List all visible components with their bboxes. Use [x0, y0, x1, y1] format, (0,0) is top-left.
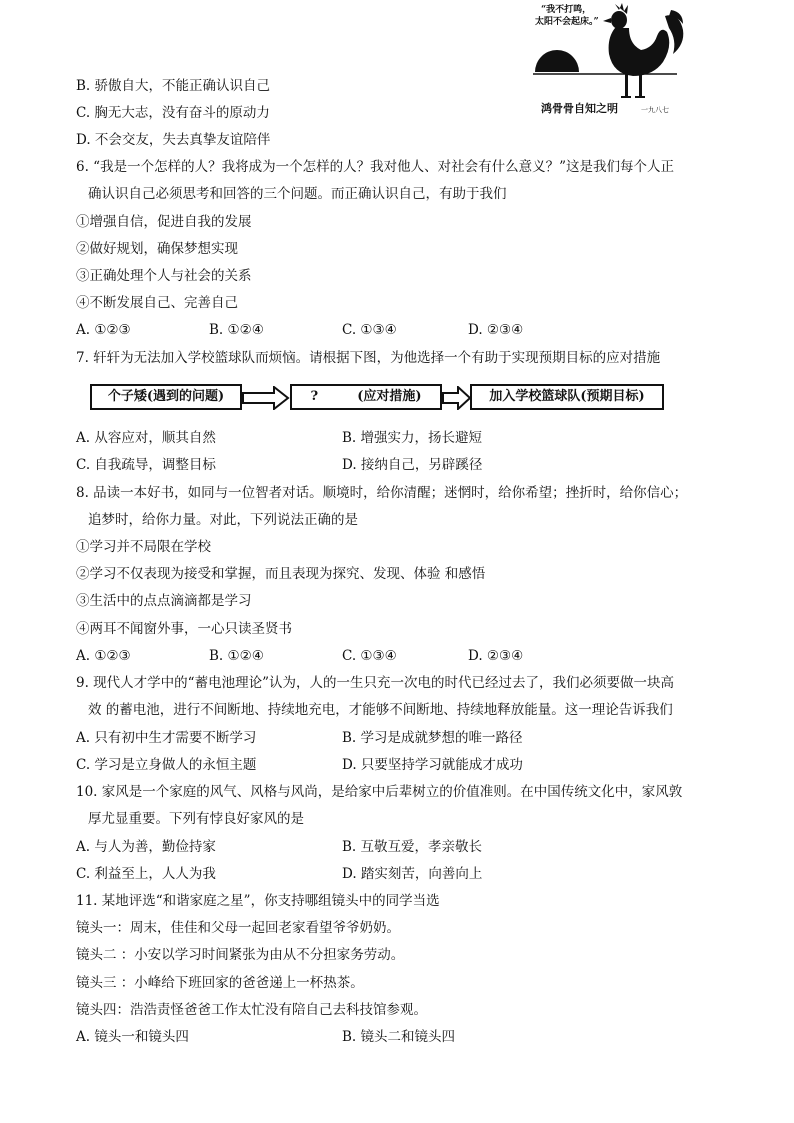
q7-option-b: B. 增强实力，扬长避短 — [342, 430, 483, 446]
q6-stem-line1: 6. “我是一个怎样的人？我将成为一个怎样的人？我对他人、对社会有什么意义？”这是我们每个人正 — [76, 159, 674, 175]
q6-item-1: ①增强自信，促进自我的发展 — [76, 214, 252, 230]
flow-box-problem: 个子矮(遇到的问题) — [90, 384, 242, 410]
flow-box-goal: 加入学校篮球队(预期目标) — [470, 384, 664, 410]
q11-shot-4: 镜头四：浩浩责怪爸爸工作太忙没有陪自己去科技馆参观。 — [76, 1002, 427, 1018]
q6-option-d: D. ②③④ — [468, 322, 524, 338]
flow-arrow-icon — [242, 386, 290, 410]
cartoon-signature: 鸿骨骨自知之明 — [541, 102, 618, 115]
rooster-icon — [603, 3, 683, 98]
q9-option-c: C. 学习是立身做人的永恒主题 — [76, 757, 257, 773]
cartoon-caption-line1: “我不打鸣， — [541, 5, 592, 15]
q8-option-a: A. ①②③ — [76, 648, 131, 664]
q7-option-a: A. 从容应对，顺其自然 — [76, 430, 216, 446]
q5-option-c: C. 胸无大志，没有奋斗的原动力 — [76, 105, 270, 121]
q6-option-a: A. ①②③ — [76, 322, 131, 338]
q10-stem-line1: 10. 家风是一个家庭的风气、风格与风尚，是给家中后辈树立的价值准则。在中国传统文化中，家风敦 — [76, 784, 683, 800]
q8-option-d: D. ②③④ — [468, 648, 524, 664]
q9-option-b: B. 学习是成就梦想的唯一路径 — [342, 730, 523, 746]
q6-item-4: ④不断发展自己、完善自己 — [76, 295, 238, 311]
q6-option-c: C. ①③④ — [342, 322, 397, 338]
q6-item-2: ②做好规划，确保梦想实现 — [76, 241, 238, 257]
q8-item-3: ③生活中的点点滴滴都是学习 — [76, 593, 252, 609]
flow-question-mark: ? — [310, 389, 319, 404]
q8-item-4: ④两耳不闻窗外事，一心只读圣贤书 — [76, 621, 292, 637]
cartoon-date-mark: 一九八七 — [641, 106, 669, 114]
q5-option-b: B. 骄傲自大，不能正确认识自己 — [76, 78, 271, 94]
q9-option-a: A. 只有初中生才需要不断学习 — [76, 730, 257, 746]
q11-shot-2: 镜头二 ：小安以学习时间紧张为由从不分担家务劳动。 — [76, 947, 405, 963]
q11-option-b: B. 镜头二和镜头四 — [342, 1029, 456, 1045]
q8-stem-line2: 追梦时，给你力量。对此，下列说法正确的是 — [88, 512, 358, 528]
q10-option-d: D. 踏实刻苦，向善向上 — [342, 866, 483, 882]
q6-item-3: ③正确处理个人与社会的关系 — [76, 268, 252, 284]
flow-measure-label: (应对措施) — [357, 389, 422, 404]
q7-option-d: D. 接纳自己，另辟蹊径 — [342, 457, 483, 473]
q8-item-2: ②学习不仅表现为接受和掌握，而且表现为探究、发现、体验 和感悟 — [76, 566, 486, 582]
sun-icon — [535, 50, 579, 72]
q10-option-b: B. 互敬互爱，孝亲敬长 — [342, 839, 483, 855]
q8-stem-line1: 8. 品读一本好书，如同与一位智者对话。顺境时，给你清醒；迷惘时，给你希望；挫折时，给你信心； — [76, 485, 688, 501]
q7-flow-diagram — [90, 382, 664, 414]
q9-stem-line1: 9. 现代人才学中的“蓄电池理论”认为，人的一生只充一次电的时代已经过去了，我们必须要做一块高 — [76, 675, 674, 691]
q11-shot-3: 镜头三 ：小峰给下班回家的爸爸递上一杯热茶。 — [76, 975, 364, 991]
q9-option-d: D. 只要坚持学习就能成才成功 — [342, 757, 523, 773]
cartoon-caption-line2: 太阳不会起床。” — [535, 17, 599, 27]
q11-shot-1: 镜头一：周末，佳佳和父母一起回老家看望爷爷奶奶。 — [76, 920, 400, 936]
flow-arrow-icon — [442, 386, 472, 410]
q9-stem-line2: 效 的蓄电池，进行不间断地、持续地充电，才能够不间断地、持续地释放能量。这一理论告诉我们 — [88, 702, 673, 718]
q6-option-b: B. ①②④ — [209, 322, 264, 338]
q8-option-c: C. ①③④ — [342, 648, 397, 664]
flow-box-measure — [290, 384, 442, 410]
q10-option-c: C. 利益至上，人人为我 — [76, 866, 216, 882]
q7-stem: 7. 轩轩为无法加入学校篮球队而烦恼。请根据下图，为他选择一个有助于实现预期目标的应对措施 — [76, 350, 661, 366]
q10-stem-line2: 厚尤显重要。下列有悖良好家风的是 — [88, 811, 304, 827]
q11-option-a: A. 镜头一和镜头四 — [76, 1029, 189, 1045]
rooster-cartoon — [527, 0, 692, 122]
q11-stem: 11. 某地评选“和谐家庭之星”，你支持哪组镜头中的同学当选 — [76, 893, 440, 909]
q6-stem-line2: 确认识自己必须思考和回答的三个问题。而正确认识自己，有助于我们 — [88, 186, 507, 202]
q8-option-b: B. ①②④ — [209, 648, 264, 664]
q5-option-d: D. 不会交友，失去真挚友谊陪伴 — [76, 132, 271, 148]
q8-item-1: ①学习并不局限在学校 — [76, 539, 211, 555]
q10-option-a: A. 与人为善，勤俭持家 — [76, 839, 216, 855]
q7-option-c: C. 自我疏导，调整目标 — [76, 457, 216, 473]
